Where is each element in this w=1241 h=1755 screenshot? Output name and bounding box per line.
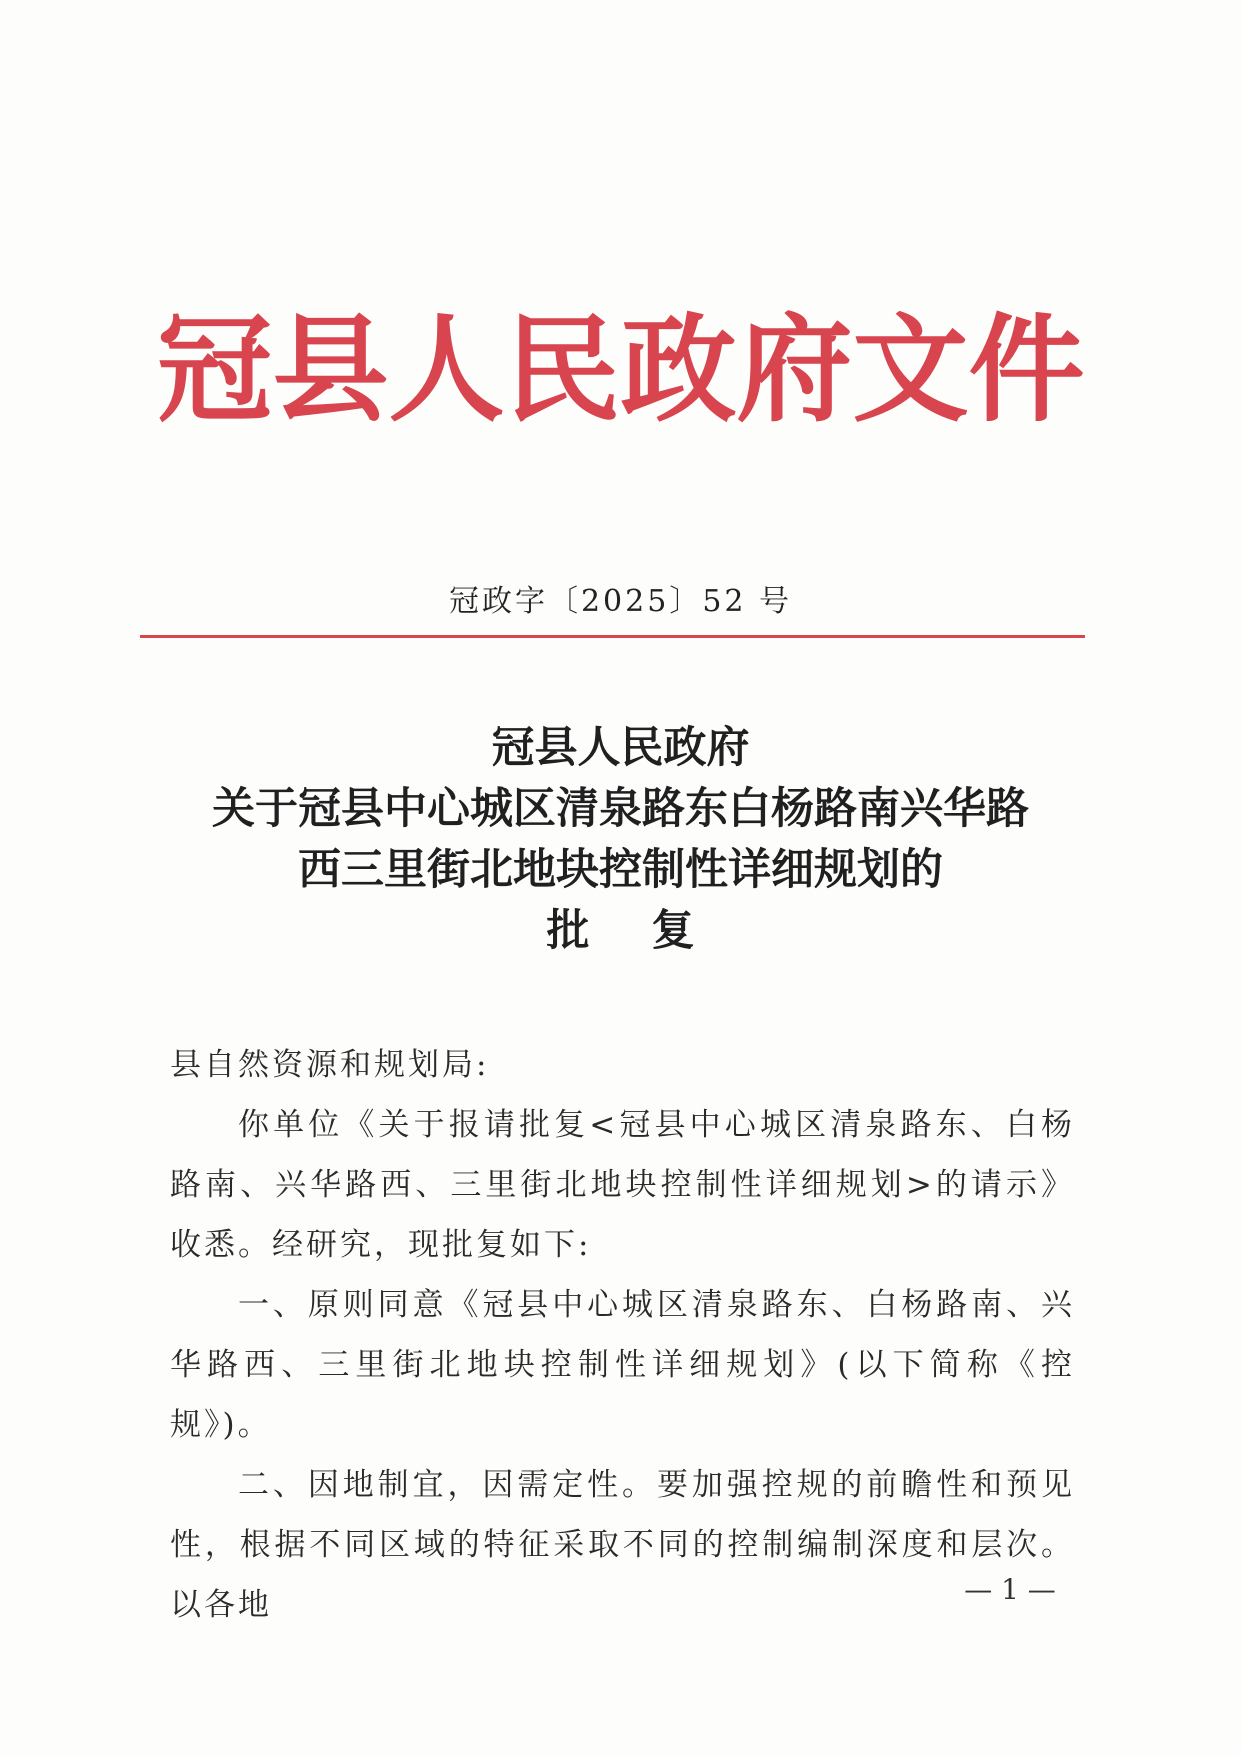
paragraph-2: 一、原则同意《冠县中心城区清泉路东、白杨路南、兴华路西、三里街北地块控制性详细规划》(以下简称《控规》)。 [170,1287,1075,1443]
document-body [170,1035,1075,1635]
title-line-2: 关于冠县中心城区清泉路东白杨路南兴华路 [212,784,1029,834]
document-number: 冠政字〔2025〕52 号 [448,584,793,619]
red-divider-line [140,635,1085,638]
page-number: — 1 — [964,1573,1056,1606]
salutation: 县自然资源和规划局: [170,1047,490,1083]
title-line-1: 冠县人民政府 [491,723,750,773]
document-title [0,718,1241,962]
document-masthead: 冠县人民政府文件 [156,302,1085,438]
title-line-4: 批复 [546,906,757,956]
paragraph-3: 二、因地制宜，因需定性。要加强控规的前瞻性和预见性，根据不同区域的特征采取不同的控制编制深度和层次。以各地 [170,1467,1075,1623]
title-line-3: 西三里街北地块控制性详细规划的 [298,845,943,895]
paragraph-1: 你单位《关于报请批复<冠县中心城区清泉路东、白杨路南、兴华路西、三里街北地块控制性详细规划>的请示》收悉。经研究，现批复如下: [170,1107,1075,1263]
